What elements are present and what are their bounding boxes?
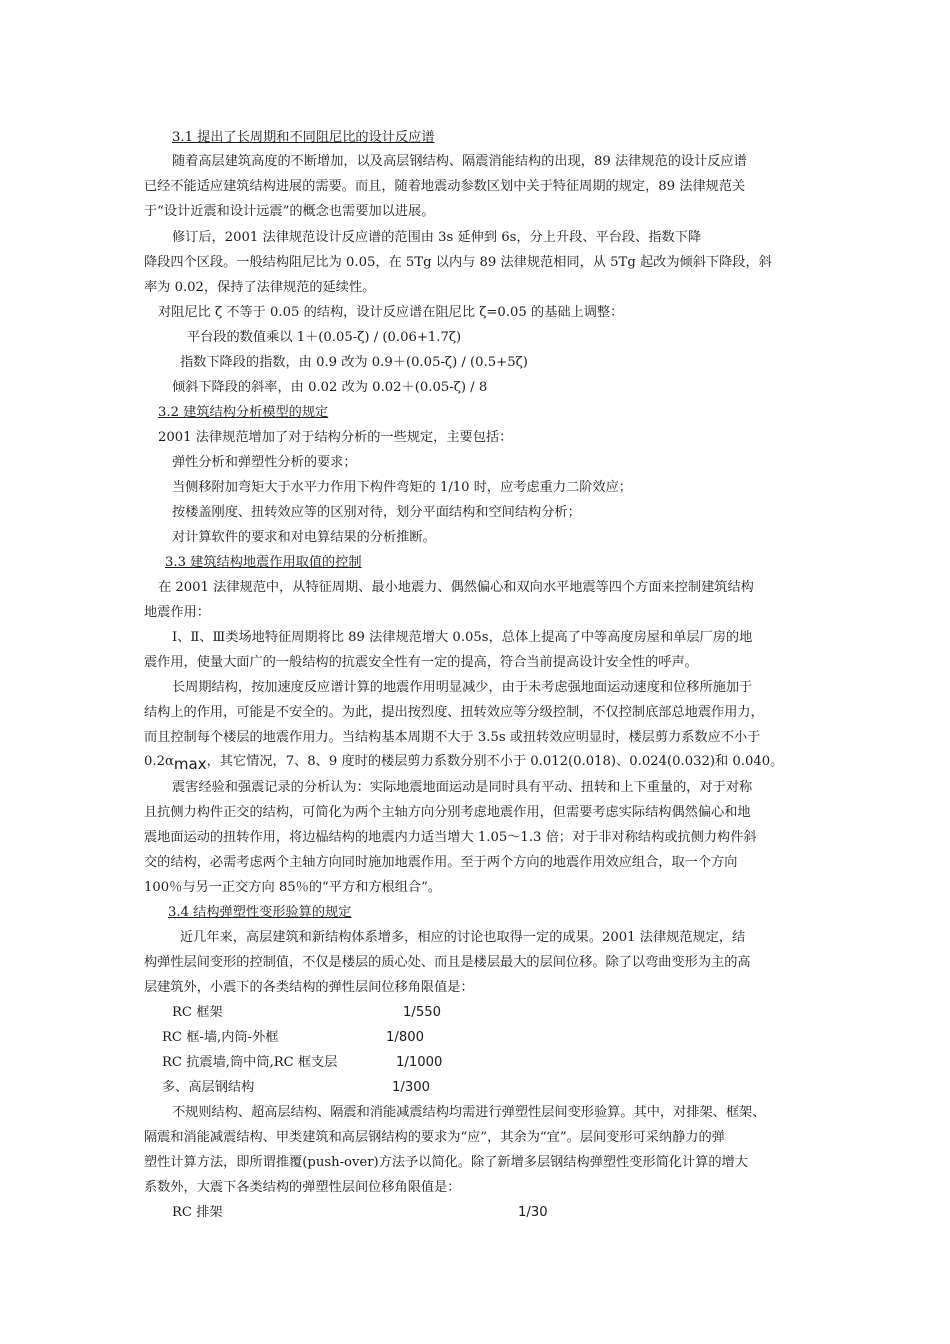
s33-p1-line1: 在 2001 法律规范中，从特征周期、最小地震力、偶然偏心和双向水平地震等四个方面来控制建筑结构 [158,580,754,595]
s31-p1-line2: 已经不能适应建筑结构进展的需要。而且，随着地震动参数区划中关于特征周期的规定，89 法律规范关 [144,179,746,194]
s33-p3-line1: 长周期结构，按加速度反应谱计算的地震作用明显减少，由于未考虑强地面运动速度和位移所施加于 [172,680,753,695]
plastic-limit-label: RC 排架 [172,1205,223,1220]
alpha-symbol: 0.2α [144,754,174,769]
elastic-limit-value: 1/1000 [396,1055,443,1070]
s34-p1-line1: 近几年来，高层建筑和新结构体系增多，相应的讨论也取得一定的成果。2001 法律规范规定，结 [180,930,746,945]
s33-p1-line2: 地震作用： [144,605,210,620]
s33-p3-line3: 而且控制每个楼层的地震作用力。当结构基本周期不大于 3.5s 或扭转效应明显时，楼层剪力系数应不小于 [144,730,761,745]
s34-p2-line3: 塑性计算方法，即所谓推覆(push-over)方法予以简化。除了新增多层钢结构弹塑性变形简化计算的增大 [144,1155,748,1170]
s34-p1-line2: 构弹性层间变形的控制值，不仅是楼层的质心处、而且是楼层最大的层间位移。除了以弯曲变形为主的高 [144,955,751,970]
s34-p2-line4: 系数外，大震下各类结构的弹塑性层间位移角限值是： [144,1180,461,1195]
elastic-limit-label: RC 抗震墙,筒中筒,RC 框支层 [162,1055,338,1070]
elastic-limit-label: RC 框架 [172,1005,223,1020]
section-3-4-heading: 3.4 结构弹塑性变形验算的规定 [168,905,352,920]
plastic-limit-value: 1/30 [518,1205,548,1220]
section-3-1-heading: 3.1 提出了长周期和不同阻尼比的设计反应谱 [172,130,435,145]
s33-p4-line4: 交的结构，必需考虑两个主轴方向同时施加地震作用。至于两个方向的地震作用效应组合，取一个方向 [144,855,738,870]
s32-intro: 2001 法律规范增加了对于结构分析的一些规定，主要包括： [158,430,513,445]
s31-p3: 对阻尼比 ζ 不等于 0.05 的结构，设计反应谱在阻尼比 ζ=0.05 的基础上调整： [158,305,624,320]
s33-p4-line1: 震害经验和强震记录的分析认为：实际地震地面运动是同时具有平动、扭转和上下重量的，对于对称 [172,780,753,795]
s33-p4-line2: 且抗侧力构件正交的结构，可简化为两个主轴方向分别考虑地震作用，但需要考虑实际结构偶然偏心和地 [144,805,751,820]
s32-item-3: 按楼盖刚度、扭转效应等的区别对待，划分平面结构和空间结构分析； [172,505,581,520]
s31-p2-line1: 修订后，2001 法律规范设计反应谱的范围由 3s 延伸到 6s，分上升段、平台段、指数下降 [172,230,702,245]
elastic-limit-value: 1/800 [386,1030,425,1045]
s33-p4-line5: 100％与另一正交方向 85％的“平方和方根组合”。 [144,880,442,895]
s31-formula-plateau: 平台段的数值乘以 1＋(0.05-ζ) / (0.06+1.7ζ) [187,330,462,345]
elastic-limit-label: RC 框-墙,内筒-外框 [162,1030,279,1045]
elastic-limit-value: 1/550 [403,1005,442,1020]
s33-p3-line2: 结构上的作用，可能是不安全的。为此，提出按烈度、扭转效应等分级控制，不仅控制底部总地震作用力， [144,705,764,720]
s31-p2-line3: 率为 0.02，保持了法律规范的延续性。 [144,280,376,295]
s33-p4-line3: 震地面运动的扭转作用，将边榀结构的地震内力适当增大 1.05～1.3 倍；对于非对称结构或抗侧力构件斜 [144,830,757,845]
section-3-2-heading: 3.2 建筑结构分析模型的规定 [158,405,329,420]
s34-p2-line2: 隔震和消能减震结构、甲类建筑和高层钢结构的要求为“应”，其余为“宜”。层间变形可采纳静力的弹 [144,1130,725,1145]
elastic-limit-label: 多、高层钢结构 [162,1080,255,1095]
s32-item-4: 对计算软件的要求和对电算结果的分析推断。 [172,530,436,545]
alpha-max-subscript: max [173,755,207,773]
s33-p2-line2: 震作用，使量大面广的一般结构的抗震安全性有一定的提高，符合当前提高设计安全性的呼声。 [144,655,698,670]
s33-p3-line4-text: ，其它情况，7、8、9 度时的楼层剪力系数分别不小于 0.012(0.018)、0.024(0.032)和 0.040。 [206,754,784,769]
s31-formula-exponent: 指数下降段的指数，由 0.9 改为 0.9＋(0.05-ζ) / (0.5+5ζ) [180,355,528,370]
s33-p3-line4 [144,750,783,772]
s34-p2-line1: 不规则结构、超高层结构、隔震和消能减震结构均需进行弹塑性层间变形验算。其中，对排架、框架、 [172,1105,766,1120]
s32-item-2: 当侧移附加弯矩大于水平力作用下构件弯矩的 1/10 时，应考虑重力二阶效应； [172,480,632,495]
s32-item-1: 弹性分析和弹塑性分析的要求； [172,455,357,470]
s33-p2-line1: Ⅰ、Ⅱ、Ⅲ类场地特征周期将比 89 法律规范增大 0.05s，总体上提高了中等高度房屋和单层厂房的地 [172,630,753,645]
section-3-3-heading: 3.3 建筑结构地震作用取值的控制 [165,555,362,570]
s31-formula-slope: 倾斜下降段的斜率，由 0.02 改为 0.02＋(0.05-ζ) / 8 [172,380,488,395]
s34-p1-line3: 层建筑外，小震下的各类结构的弹性层间位移角限值是： [144,980,474,995]
s31-p1-line3: 于“设计近震和设计远震”的概念也需要加以进展。 [144,204,435,219]
s31-p1-line1: 随着高层建筑高度的不断增加，以及高层钢结构、隔震消能结构的出现，89 法律规范的设计反应谱 [172,154,747,169]
s31-p2-line2: 降段四个区段。一般结构阻尼比为 0.05，在 5Tg 以内与 89 法律规范相同，从 5Tg 起改为倾斜下降段，斜 [144,255,772,270]
elastic-limit-value: 1/300 [392,1080,431,1095]
